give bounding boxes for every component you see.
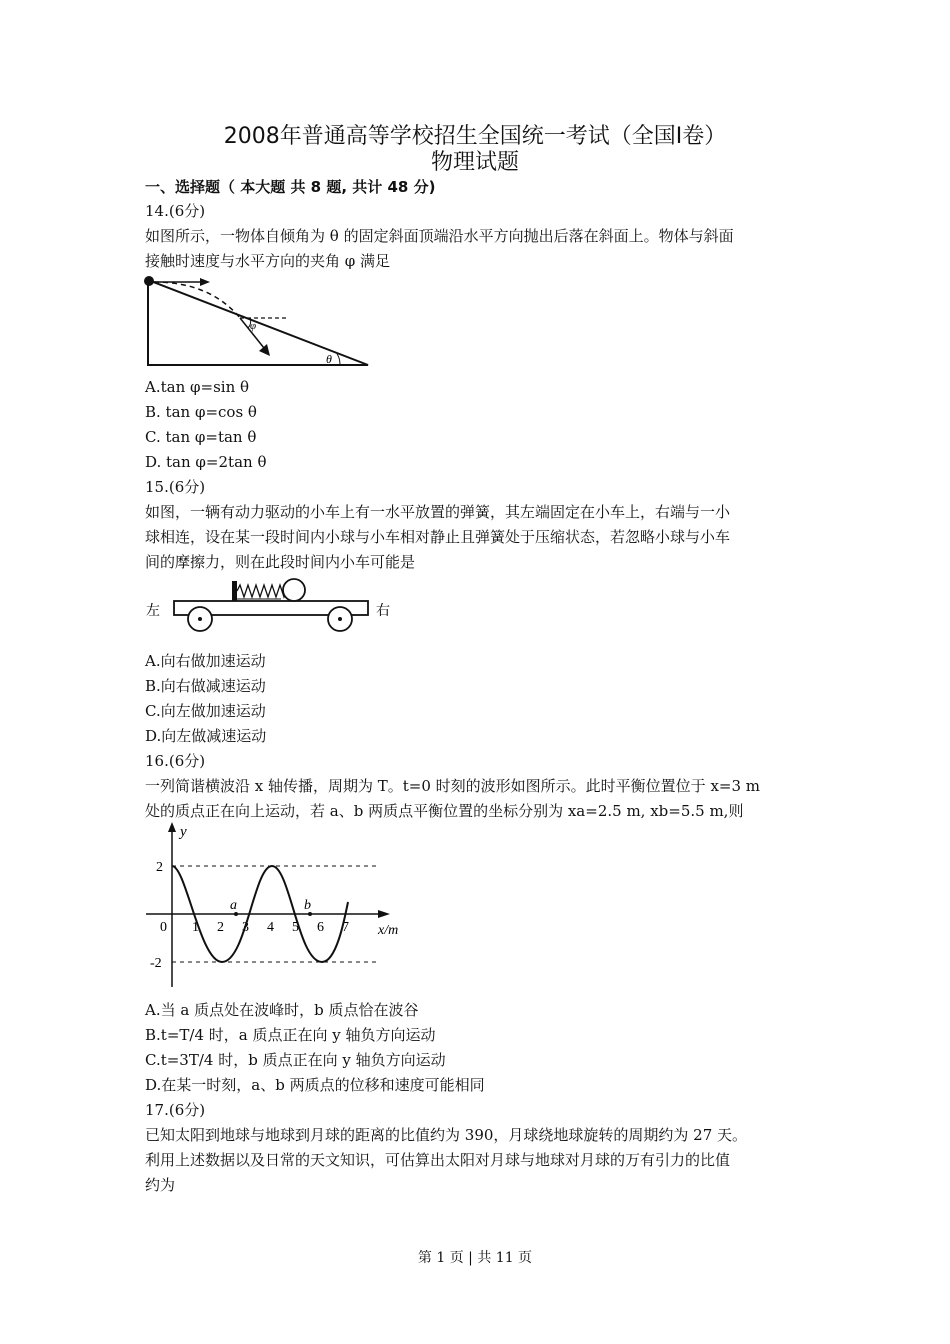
q16-option-a: A.当 a 质点处在波峰时，b 质点恰在波谷 <box>145 1001 419 1019</box>
q15-option-a: A.向右做加速运动 <box>145 652 266 670</box>
q16-stem-line1: 一列简谐横波沿 x 轴传播，周期为 T。t=0 时刻的波形如图所示。此时平衡位置位于 x=3 m <box>145 777 761 795</box>
x-tick-3: 3 <box>242 920 249 935</box>
q14-option-c: C. tan φ=tan θ <box>145 428 257 446</box>
x-tick-2: 2 <box>217 920 224 935</box>
x-tick-6: 6 <box>317 920 324 935</box>
spring <box>237 585 287 597</box>
q15-number: 15.(6分) <box>145 478 206 496</box>
x-tick-1: 1 <box>192 920 199 935</box>
left-label: 左 <box>146 604 160 619</box>
x-tick-0: 0 <box>160 920 167 935</box>
y-tick-neg2: -2 <box>150 956 162 971</box>
q17-stem-line3: 约为 <box>145 1176 176 1194</box>
q14-option-b: B. tan φ=cos θ <box>145 403 257 421</box>
q17-number: 17.(6分) <box>145 1101 206 1119</box>
x-axis-label: x/m <box>378 923 399 938</box>
q17-stem-line2: 利用上述数据以及日常的天文知识，可估算出太阳对月球与地球对月球的万有引力的比值 <box>145 1151 731 1169</box>
q15-option-b: B.向右做减速运动 <box>145 677 266 695</box>
y-axis-label: y <box>180 824 187 840</box>
exam-title: 2008年普通高等学校招生全国统一考试（全国Ⅰ卷） <box>223 124 727 149</box>
q15-stem-line1: 如图，一辆有动力驱动的小车上有一水平放置的弹簧，其左端固定在小车上，右端与一小 <box>145 503 731 521</box>
q15-stem-line3: 间的摩擦力，则在此段时间内小车可能是 <box>145 553 416 571</box>
exam-subtitle: 物理试题 <box>430 150 519 175</box>
page-footer: 第 1 页 | 共 11 页 <box>417 1250 533 1266</box>
x-tick-5: 5 <box>292 920 299 935</box>
q16-wave-figure <box>140 822 420 992</box>
x-tick-4: 4 <box>267 920 274 935</box>
point-a-label: a <box>230 898 237 913</box>
section-heading: 一、选择题（ 本大题 共 8 题, 共计 48 分) <box>145 178 436 196</box>
ball <box>283 579 305 601</box>
right-label: 右 <box>376 604 390 619</box>
q16-option-d: D.在某一时刻，a、b 两质点的位移和速度可能相同 <box>145 1076 485 1094</box>
q15-cart-figure <box>140 575 400 637</box>
q15-option-c: C.向左做加速运动 <box>145 702 266 720</box>
incline-triangle <box>148 280 368 365</box>
q16-stem-line2: 处的质点正在向上运动，若 a、b 两质点平衡位置的坐标分别为 xa=2.5 m, xb=5.5 m,则 <box>145 802 744 820</box>
x-tick-7: 7 <box>342 920 349 935</box>
phi-label: φ <box>250 320 257 332</box>
point-b-label: b <box>304 898 311 913</box>
q16-option-b: B.t=T/4 时，a 质点正在向 y 轴负方向运动 <box>145 1026 436 1044</box>
q14-option-a: A.tan φ=sin θ <box>145 378 250 396</box>
q15-option-d: D.向左做减速运动 <box>145 727 267 745</box>
q14-incline-figure <box>140 272 375 372</box>
q14-number: 14.(6分) <box>145 202 206 220</box>
q16-option-c: C.t=3T/4 时，b 质点正在向 y 轴负方向运动 <box>145 1051 446 1069</box>
q14-option-d: D. tan φ=2tan θ <box>145 453 267 471</box>
q14-stem-line1: 如图所示，一物体自倾角为 θ 的固定斜面顶端沿水平方向抛出后落在斜面上。物体与斜面 <box>145 227 734 245</box>
projectile-ball <box>144 276 154 286</box>
theta-label: θ <box>326 352 332 366</box>
q17-stem-line1: 已知太阳到地球与地球到月球的距离的比值约为 390，月球绕地球旋转的周期约为 27 天。 <box>145 1126 748 1144</box>
q14-stem-line2: 接触时速度与水平方向的夹角 φ 满足 <box>145 252 391 270</box>
q15-stem-line2: 球相连，设在某一段时间内小球与小车相对静止且弹簧处于压缩状态，若忽略小球与小车 <box>145 528 731 546</box>
q16-number: 16.(6分) <box>145 752 206 770</box>
spring-wall <box>232 581 237 601</box>
y-tick-2: 2 <box>156 860 163 875</box>
